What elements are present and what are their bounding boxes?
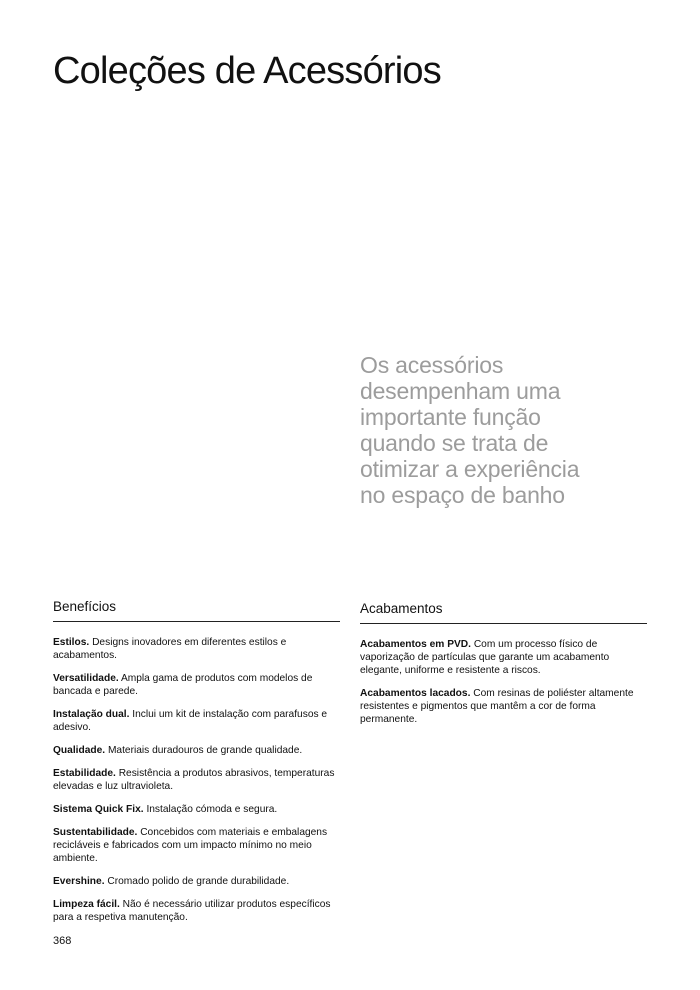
item-term: Acabamentos em PVD. (360, 639, 471, 650)
item-text: Concebidos com materiais e embalagens recicláveis e fabricados com um impacto mínimo no meio ambiente. (53, 827, 328, 864)
item-term: Evershine. (53, 876, 105, 887)
list-item (53, 708, 340, 734)
intro-line: quando se trata de (360, 430, 549, 456)
item-term: Sustentabilidade. (53, 827, 138, 838)
benefits-section (53, 598, 340, 934)
list-item (360, 687, 647, 726)
page-title: Coleções de Acessórios (53, 50, 441, 92)
list-item (53, 636, 340, 662)
item-term: Versatilidade. (53, 673, 119, 684)
intro-line: Os acessórios (360, 352, 504, 378)
intro-line: otimizar a experiência (360, 456, 580, 482)
list-item (53, 898, 340, 924)
item-text: Resistência a produtos abrasivos, temperaturas elevadas e luz ultravioleta. (53, 768, 335, 792)
list-item (360, 638, 647, 677)
item-term: Estabilidade. (53, 768, 116, 779)
item-text: Instalação cómoda e segura. (146, 804, 278, 815)
list-item (53, 767, 340, 793)
list-item (53, 744, 340, 757)
finishes-section (360, 598, 647, 736)
item-text: Ampla gama de produtos com modelos de bancada e parede. (53, 673, 313, 697)
item-text: Com um processo físico de vaporização de partículas que garante um acabamento elegante, uniforme e resistente a riscos. (360, 639, 610, 676)
intro-statement (360, 352, 660, 508)
item-term: Acabamentos lacados. (360, 688, 471, 699)
item-text: Materiais duradouros de grande qualidade. (107, 745, 303, 756)
item-text: Inclui um kit de instalação com parafusos e adesivo. (53, 709, 328, 733)
item-term: Sistema Quick Fix. (53, 804, 144, 815)
item-term: Qualidade. (53, 745, 106, 756)
finishes-heading: Acabamentos (360, 598, 647, 624)
page-number: 368 (53, 935, 72, 947)
intro-line: importante função (360, 404, 541, 430)
list-item (53, 875, 340, 888)
list-item (53, 803, 340, 816)
item-term: Limpeza fácil. (53, 899, 120, 910)
item-text: Cromado polido de grande durabilidade. (107, 876, 290, 887)
intro-line: no espaço de banho (360, 482, 565, 508)
finishes-list (360, 624, 647, 726)
item-text: Com resinas de poliéster altamente resistentes e pigmentos que mantêm a cor de forma permanente. (360, 688, 634, 725)
list-item (53, 672, 340, 698)
item-term: Instalação dual. (53, 709, 130, 720)
benefits-heading: Benefícios (53, 598, 340, 622)
benefits-list (53, 622, 340, 924)
list-item (53, 826, 340, 865)
intro-line: desempenham uma (360, 378, 561, 404)
item-text: Não é necessário utilizar produtos específicos para a respetiva manutenção. (53, 899, 331, 923)
item-text: Designs inovadores em diferentes estilos e acabamentos. (53, 637, 287, 661)
item-term: Estilos. (53, 637, 90, 648)
